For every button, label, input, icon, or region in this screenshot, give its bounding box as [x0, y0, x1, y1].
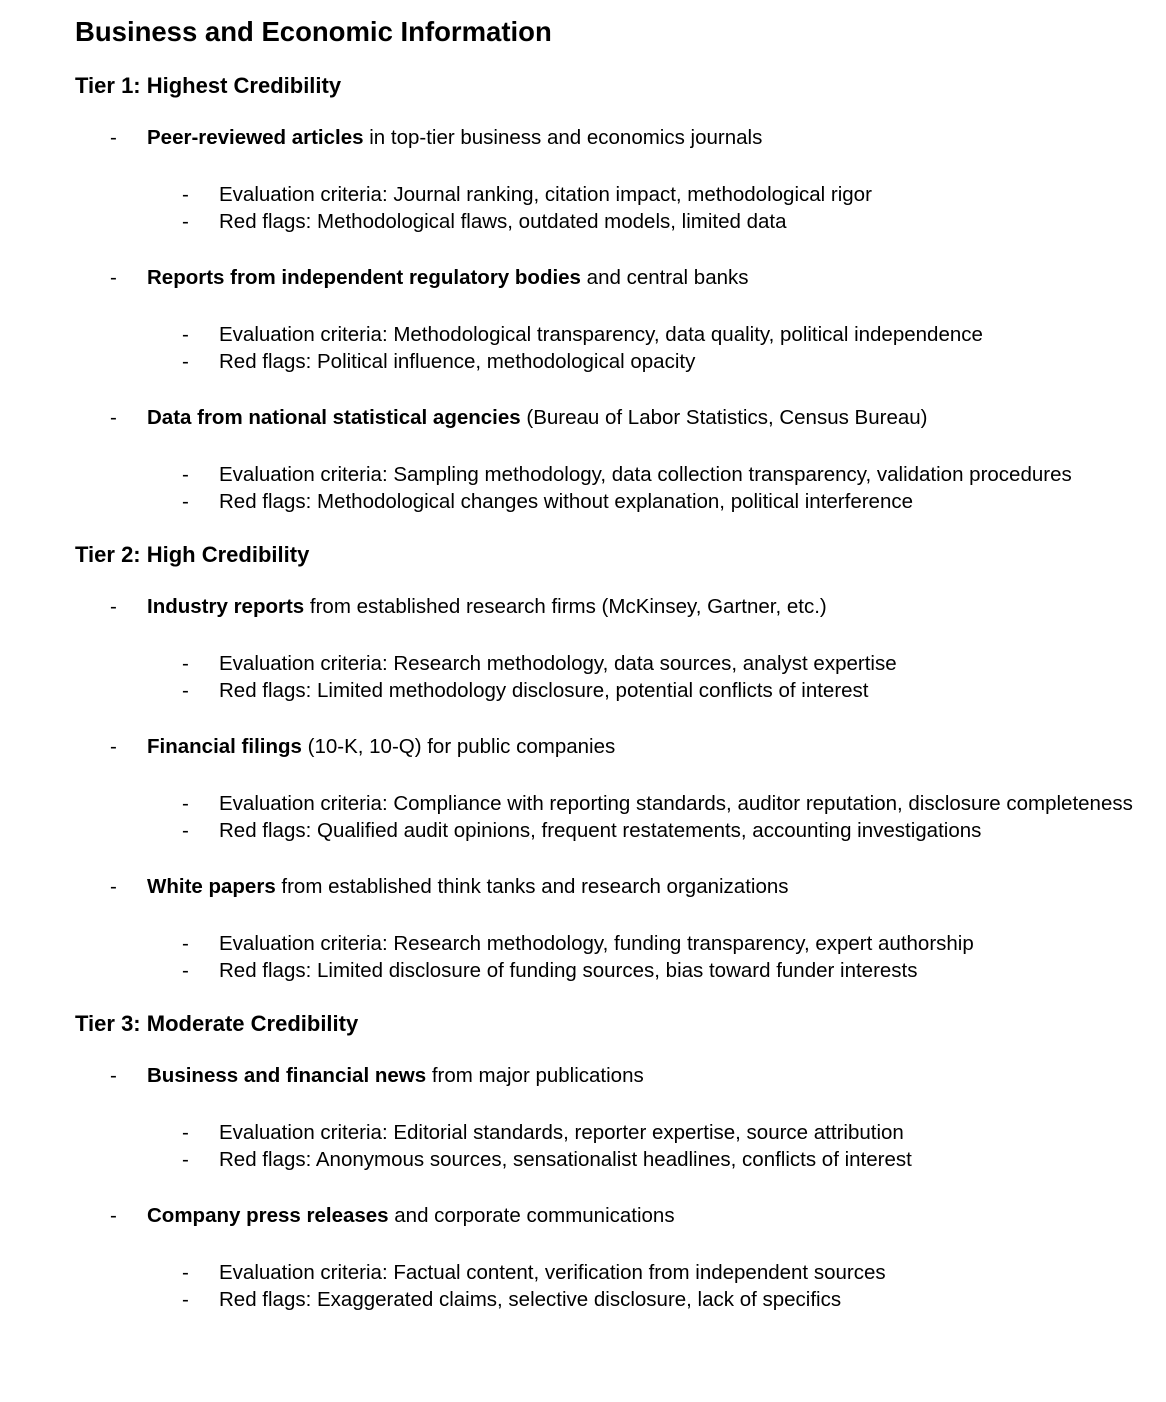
source-type-bold: Reports from independent regulatory bodies [147, 266, 581, 289]
list-item [75, 264, 1135, 375]
flags-text: Red flags: Limited disclosure of funding sources, bias toward funder interests [219, 959, 918, 982]
source-type-rest: from established think tanks and research organizations [275, 875, 789, 898]
red-flags [75, 348, 1135, 375]
source-type [75, 733, 1135, 761]
evaluation-criteria [75, 321, 1135, 348]
bullet-dash: - [182, 1148, 189, 1171]
bullet-dash: - [182, 959, 189, 982]
bullet-dash: - [110, 1064, 117, 1087]
criteria-text: Evaluation criteria: Compliance with reporting standards, auditor reputation, disclosure completeness [219, 792, 1133, 815]
evaluation-criteria [75, 790, 1135, 817]
bullet-dash: - [182, 1261, 189, 1284]
source-type-bold: Peer-reviewed articles [147, 126, 364, 149]
bullet-dash: - [182, 210, 189, 233]
bullet-dash: - [182, 183, 189, 206]
bullet-dash: - [182, 652, 189, 675]
criteria-text: Evaluation criteria: Sampling methodology, data collection transparency, validation procedures [219, 463, 1072, 486]
source-type-rest: from established research firms (McKinsey, Gartner, etc.) [304, 595, 827, 618]
source-type-bold: Industry reports [147, 595, 305, 618]
flags-text: Red flags: Methodological flaws, outdated models, limited data [219, 210, 787, 233]
evaluation-criteria [75, 461, 1135, 488]
flags-text: Red flags: Political influence, methodological opacity [219, 350, 696, 373]
criteria-text: Evaluation criteria: Research methodology, funding transparency, expert authorship [219, 932, 974, 955]
evaluation-criteria [75, 1119, 1135, 1146]
source-type-bold: Business and financial news [147, 1064, 427, 1087]
evaluation-criteria [75, 930, 1135, 957]
source-type-rest: and corporate communications [388, 1204, 675, 1227]
tier-section [75, 541, 1135, 984]
criteria-text: Evaluation criteria: Factual content, verification from independent sources [219, 1261, 886, 1284]
red-flags [75, 817, 1135, 844]
evaluation-criteria [75, 1259, 1135, 1286]
list-item [75, 733, 1135, 844]
bullet-dash: - [182, 463, 189, 486]
list-item [75, 1062, 1135, 1173]
source-type-bold: Financial filings [147, 735, 302, 758]
bullet-dash: - [182, 1288, 189, 1311]
list-item [75, 593, 1135, 704]
source-type [75, 404, 1135, 432]
list-item [75, 1202, 1135, 1313]
red-flags [75, 208, 1135, 235]
source-type [75, 1062, 1135, 1090]
source-type-rest: and central banks [580, 266, 749, 289]
source-type-bold: White papers [147, 875, 276, 898]
source-type-rest: from major publications [426, 1064, 644, 1087]
source-type-bold: Data from national statistical agencies [147, 406, 521, 429]
bullet-dash: - [110, 126, 117, 149]
bullet-dash: - [182, 819, 189, 842]
document-body [75, 14, 1135, 1313]
bullet-dash: - [182, 792, 189, 815]
criteria-text: Evaluation criteria: Research methodology, data sources, analyst expertise [219, 652, 897, 675]
tier-heading: Tier 1: Highest Credibility [75, 73, 342, 98]
bullet-dash: - [182, 490, 189, 513]
bullet-dash: - [182, 679, 189, 702]
source-type [75, 264, 1135, 292]
source-type-rest: in top-tier business and economics journals [363, 126, 763, 149]
red-flags [75, 957, 1135, 984]
criteria-text: Evaluation criteria: Editorial standards, reporter expertise, source attribution [219, 1121, 904, 1144]
bullet-dash: - [110, 595, 117, 618]
flags-text: Red flags: Anonymous sources, sensationalist headlines, conflicts of interest [219, 1148, 912, 1171]
source-type [75, 124, 1135, 152]
bullet-dash: - [110, 266, 117, 289]
list-item [75, 124, 1135, 235]
source-type-rest: (10-K, 10-Q) for public companies [301, 735, 616, 758]
flags-text: Red flags: Methodological changes without explanation, political interference [219, 490, 914, 513]
flags-text: Red flags: Exaggerated claims, selective disclosure, lack of specifics [219, 1288, 842, 1311]
flags-text: Red flags: Limited methodology disclosure, potential conflicts of interest [219, 679, 869, 702]
criteria-text: Evaluation criteria: Methodological transparency, data quality, political independence [219, 323, 983, 346]
bullet-dash: - [182, 932, 189, 955]
bullet-dash: - [110, 735, 117, 758]
bullet-dash: - [110, 1204, 117, 1227]
red-flags [75, 488, 1135, 515]
flags-text: Red flags: Qualified audit opinions, frequent restatements, accounting investigations [219, 819, 982, 842]
list-item [75, 873, 1135, 984]
criteria-text: Evaluation criteria: Journal ranking, citation impact, methodological rigor [219, 183, 872, 206]
source-type-rest: (Bureau of Labor Statistics, Census Bureau) [520, 406, 928, 429]
evaluation-criteria [75, 650, 1135, 677]
red-flags [75, 1286, 1135, 1313]
bullet-dash: - [182, 350, 189, 373]
bullet-dash: - [182, 1121, 189, 1144]
bullet-dash: - [110, 406, 117, 429]
bullet-dash: - [110, 875, 117, 898]
source-type [75, 873, 1135, 901]
source-type [75, 593, 1135, 621]
bullet-dash: - [182, 323, 189, 346]
source-type [75, 1202, 1135, 1230]
red-flags [75, 1146, 1135, 1173]
list-item [75, 404, 1135, 515]
page-title: Business and Economic Information [75, 16, 552, 47]
red-flags [75, 677, 1135, 704]
tier-section [75, 1010, 1135, 1313]
tier-heading: Tier 2: High Credibility [75, 542, 310, 567]
tier-heading: Tier 3: Moderate Credibility [75, 1011, 359, 1036]
source-type-bold: Company press releases [147, 1204, 389, 1227]
tier-section [75, 72, 1135, 515]
evaluation-criteria [75, 181, 1135, 208]
